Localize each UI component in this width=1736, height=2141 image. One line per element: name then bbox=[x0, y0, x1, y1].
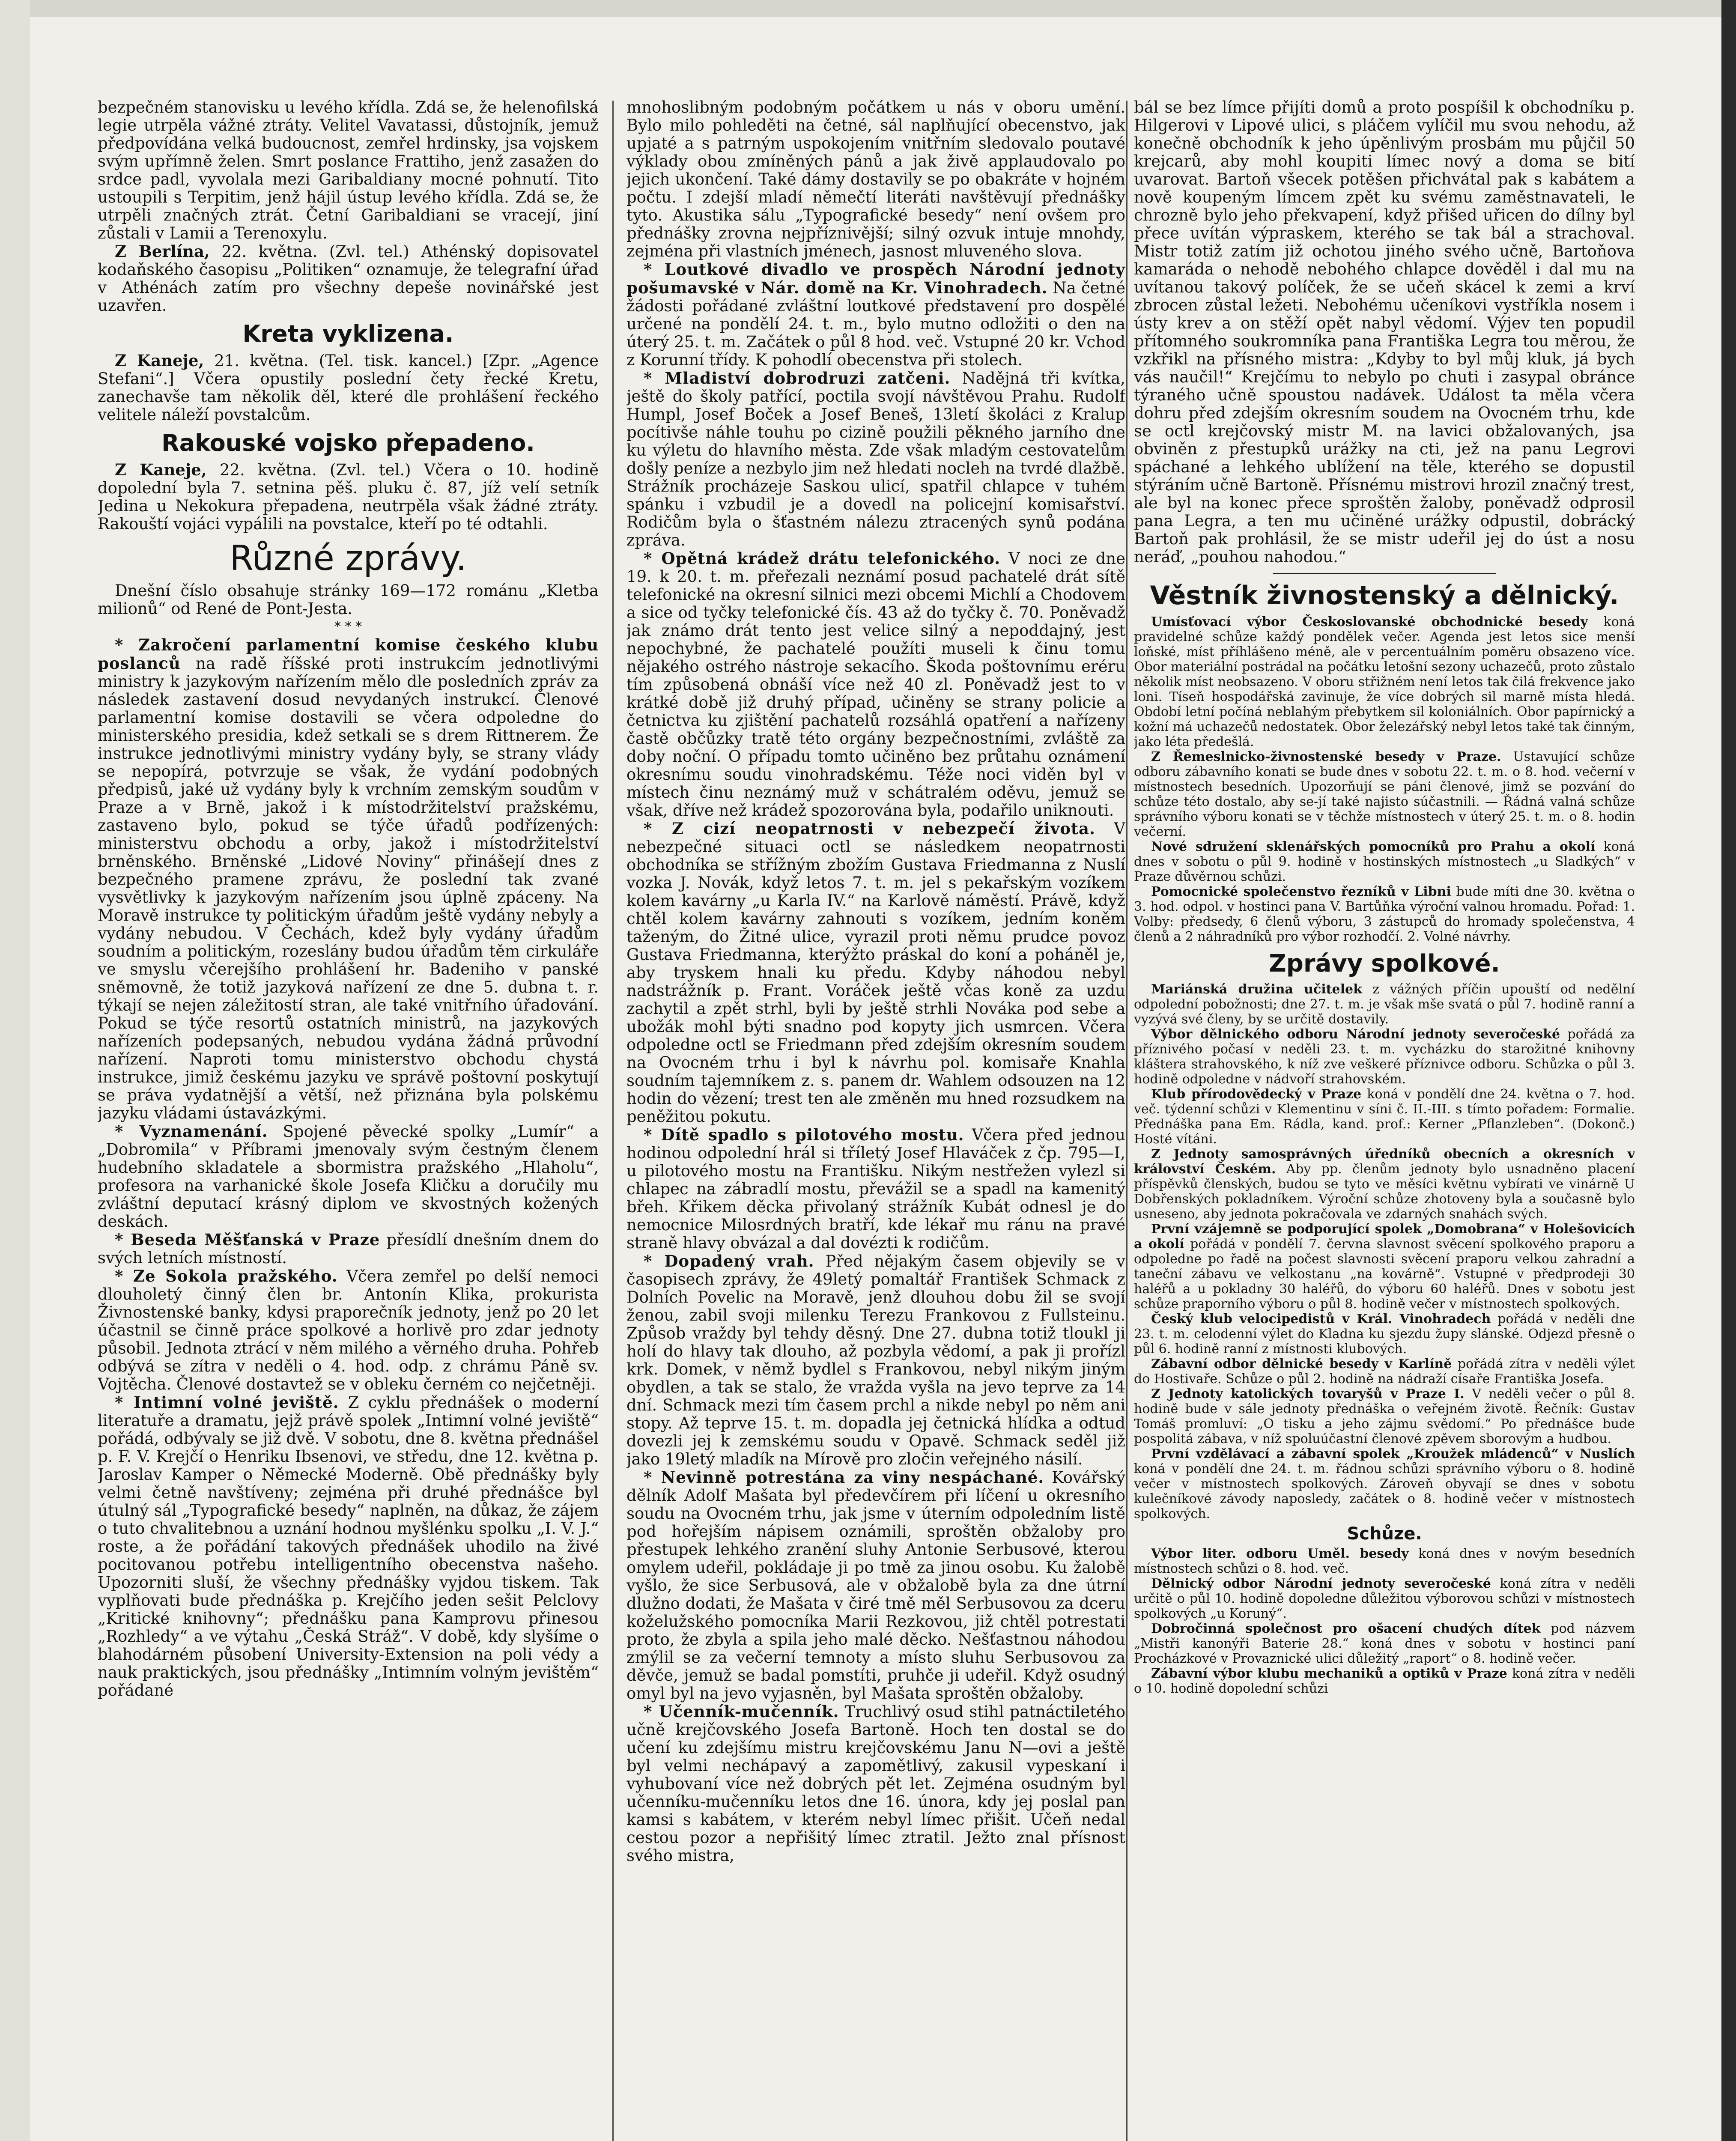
scan-edge-right bbox=[1721, 0, 1736, 2141]
notice-item bbox=[1134, 1576, 1635, 1621]
notice-text: z vážných příčin upouští od nedělní odpolední pobožnosti; dne 27. t. m. je však mše svatá o půl 7. hodině ranní a vyzývá své členy, by se určitě dostavily. bbox=[1134, 982, 1635, 1027]
news-item-text: Z cyklu přednášek o moderní literatuře a dramatu, jejž právě spolek „Intimní volné jeviště“ pořádá, odbývaly se již dvě. V sobotu, dne 8. května přednášel p. F. V. Krejčí o Henriku Ibsenovi, ve středu, dne 12. května p. Jaroslav Kamper o Německé Moderně. Obě přednášky byly velmi četně navštíveny; zejména při druhé přednášce byl útulný sál „Typografické besedy“ naplněn, na důkaz, že zájem o tuto chvalitebnou a uznání hodnou myšlénku spolku „I. V. J.“ roste, a že pořádání takových přednášek uhodilo na živé pocitovanou potřebu intelligentního obecenstva našeho. Upozorniti sluší, že všechny přednášky vyjdou tiskem. Tak vyplňovati bude přednáška p. Krejčího jeden sešit Pelclovy „Kritické knihovny“; přednášku pana Kamprovu přinesou „Rozhledy“ a ve výtahu „Česká Stráž“. V době, kdy slyšíme o blahodárném působení University-Extension na poli védy a nauk praktických, jsou přednášky „Intimním volným jevištěm“ pořádané bbox=[98, 1393, 599, 1700]
news-item-text: V noci ze dne 19. k 20. t. m. přeřezali neznámí posud pachatelé drát sítě telefonické na okresní silnici mezi obcemi Michlí a Chodovem a sice od tyčky telefonické čís. 43 až do tyčky č. 70. Poněvadž jak známo drát tento jest velice silný a nepoddajný, jest nepochybné, že pachatelé použíti museli k činu tomu nějakého ostrého nástroje sekacího. Škoda poštovnímu eréru tím způsobená obnáší více než 40 zl. Poněvadž jest to v krátké době již druhý případ, učiněny se strany policie a četnictva ku zjištění pachatelů rozsáhlá opatření a nařízeny častě občůzky tratě této orgány bezpečnostními, zvláště za doby noční. O případu tomto učiněno bez průtahu oznámení okresnímu soudu vinohradskému. Téže noci viděn byl v místech činu neznámý muž v schátralém oděvu, jemuž se však, dříve než krádež spozorována byla, podařilo uniknouti. bbox=[626, 549, 1125, 820]
news-item bbox=[626, 1703, 1125, 1865]
article-paragraph: bezpečném stanovisku u levého křídla. Zdá se, že helenofilská legie utrpěla vážné ztráty. Velitel Vavatassi, důstojník, jemuž předpovídána velká budoucnost, zemřel hrdinsky, jsa vojskem svým upřímně želen. Smrt poslance Frattiho, jenž zasažen do srdce padl, vyvolala mezi Garibaldiany mocné pohnutí. Tito ustoupili s Terpitim, jenž hájil ústup levého křídla. Zdá se, že utrpěli značných ztrát. Četní Garibaldiani se vracejí, jiní zůstali v Lamii a Terenoxylu. bbox=[98, 98, 599, 242]
news-item-text: Nadějná tři kvítka, ještě do školy patřící, poctila svojí návštěvou Prahu. Rudolf Humpl, Josef Boček a Josef Beneš, 13letí školáci z Kralup pocítivše náhle touhu po cizině použili pěkného jarního dne ku výletu do hlavního města. Zde však mladým cestovatelům došly peníze a nezbylo jim než hledati nocleh na tvrdé dlažbě. Strážník procházeje Saskou ulicí, spatřil chlapce v tuhém spánku i vzbudil je a dovedl na policejní komisařství. Rodičům byla o šťastném nálezu ztracených synů podána zpráva. bbox=[626, 369, 1125, 549]
news-item bbox=[98, 636, 599, 1122]
notice-title: Umísťovací výbor Českoslovanské obchodnické besedy bbox=[1151, 614, 1588, 629]
notice-item bbox=[1134, 839, 1635, 884]
news-item-text: Před nějakým časem objevily se v časopisech zprávy, že 49letý pomaltář František Schmack z Dolních Povelic na Moravě, jenž dlouhou dobu žil se svojí ženou, zabil svoji milenku Terezu Frankovou z Fullsteinu. Způsob vraždy byl tehdy děsný. Dne 27. dubna totiž tloukl ji holí do hlavy tak dlouho, až pozbyla vědomí, a pak ji prořízl krk. Domek, v němž bydlel s Frankovou, nebyl nikým jiným obydlen, a tak se stalo, že vražda vyšla na jevo teprve za 14 dní. Schmack mezi tím časem prchl a nikde nebyl po něm ani stopy. Až teprve 15. t. m. dopadla jej četnická hlídka a odtud dovezli jej k zemskému soudu v Opavě. Schmack seděl již jako 19letý mladík na Mírově pro zločin veřejného násilí. bbox=[626, 1252, 1125, 1468]
news-item-text: na radě říšské proti instrukcím jednotlivými ministry k jazykovým nařízením mělo dle posledních zpráv za následek zastavení dosud nevydaných instrukcí. Členové parlamentní komise dostavili se včera odpoledne do ministerského presidia, kdež setkali se s drem Rittnerem. Že instrukce jednotlivými ministry vydány byly, se strany vlády se nepopírá, potvrzuje se však, že vydání podobných předpisů, jaké už vydány byly k vrchním zemským soudům v Praze a v Brně, jakož i k místodržitelství pražskému, zastaveno bylo, pokud se týče úřadů podřízených: ministerstvu obchodu a orby, jakož i místodržitelství brněnského. Brněnské „Lidové Noviny“ přinášejí dnes z bezpečného pramene zprávu, že poslední tak zvané vysvětlivky k jazykovým nařízením jsou úplně zpáceny. Na Moravě instrukce ty politickým úřadům ještě vydány nebyly a vydány nebudou. V Čechách, kdež byly vydány úřadům soudním a politickým, rozeslány budou úřadům těm cirkuláře ve smyslu včerejšího prohlášení hr. Badeniho v panské sněmovně, že totiž jazyková nařízení ze dne 5. dubna t. r. týkají se nejen záležitostí stran, ale také vnitřního úřadování. Pokud se týče resortů ostatních ministrů, na jazykových nařízeních podepsaných, nebudou vydána žádná průvodní nařízení. Naproti tomu ministerstvo obchodu chystá instrukce, jimiž českému jazyku ve správě poštovní poskytují se práva vydatnější a větší, než přiznána byla polskému jazyku vládami ústavázkými. bbox=[98, 654, 599, 1122]
notice-item bbox=[1134, 982, 1635, 1027]
column-rule-2 bbox=[1126, 101, 1128, 2141]
news-item bbox=[626, 820, 1125, 1126]
notice-title: Zábavní odbor dělnické besedy v Karlíně bbox=[1151, 1357, 1452, 1372]
scan-edge-top bbox=[0, 0, 1736, 17]
notice-item bbox=[1134, 1147, 1635, 1222]
article-paragraph bbox=[98, 352, 599, 424]
notice-title: Výbor dělnického odboru Národní jednoty severočeské bbox=[1151, 1027, 1560, 1042]
article-paragraph bbox=[98, 242, 599, 315]
news-item-text: V nebezpečné situaci octl se následkem neopatrnosti obchodníka se střížným zbožím Gustava Friedmanna z Nuslí vozka J. Novák, když letos 7. t. m. jel s pekařským vozíkem kolem kavárny „u Karla IV.“ na Karlově náměstí. Právě, když chtěl kolem kavárny zahnouti s vozíkem, jedním koněm taženým, do Žitné ulice, vyrazil proti němu prudce povoz Gustava Friedmanna, kterýžto práskal do koní a poháněl je, aby tryskem hnali ku předu. Kdyby náhodou nebyl nadstrážník p. Frant. Voráček ještě včas koně za uzdu zachytil a zpět strhl, byli by ještě strhli Nováka pod sebe a ubožák mohl býti snadno pod kopyty jich usmrcen. Včera odpoledne octl se Friedmann před zdejším okresním soudem na Ovocném trhu i byl k návrhu pol. komisaře Knahla soudním tajemníkem z. s. panem dr. Wahlem odsouzen na 12 hodin do vězení; trest ten ale změněn mu hned rozsudkem na peněžitou pokutu. bbox=[626, 820, 1125, 1126]
separator-rule bbox=[1273, 573, 1496, 574]
notice-text: koná v pondělí dne 24. t. m. řádnou schůzi správního výboru o 8. hodině večer v místnostech spolkových. Zároveň obyvají se dnes v sobotu kulečníkové závody naposledy, začátek o 8. hodině večer v místnostech spolkových. bbox=[1134, 1461, 1635, 1521]
article-paragraph: bál se bez límce přijíti domů a proto pospíšil k obchodníku p. Hilgerovi v Lipové ulici, s pláčem vylíčil mu svou nehodu, až konečně obchodník k jeho úpěnlivým prosbám mu půjčil 50 krejcarů, aby mohl koupiti límec nový a doma se bití uvarovat. Bartoň všecek potěšen přichvátal pak s kabátem a nově koupeným límcem zpět ku svému zaměstnavateli, le chrozně bylo jeho překvapení, když přišed uřicen do dílny byl přece uvítán výpraskem, kterého se tak bál a strachoval. Mistr totiž zatím již ochotou jiného svého učně, Bartoňova kamaráda o nehodě nebohého chlapce dověděl i dal mu na uvítanou takový políček, že se učeň skácel k zemi a krví zbrocen zůstal ležeti. Nebohému učeníkovi vystříkla nosem i ústy krev a on stěží opět nabyl vědomí. Výjev ten popudil přítomného soukromníka pana Františka Legra tou měrou, že vzkřikl na přísného mistra: „Kdyby to byl můj kluk, já bych vás naučil!“ Krejčímu to nebylo po chuti i zasypal obránce týraného učně spoustou nadávek. Událost ta měla včera dohru před zdejším okresním soudem na Ovocném trhu, kde se octl krejčovský mistr M. na lavici obžalovaných, jsa obviněn z přestupků urážky na cti, jež na panu Legrovi spáchané a lehkého ublížení na těle, kterého se dopustil stýráním učně Bartoně. Přísnému mistrovi hrozil značný trest, ale byl na konec přece sproštěn žaloby, poněvadž odprosil pana Legra, a ten mu učiněné urážky odpustil, dobrácký Bartoň pak prohlásil, že se mistr udeřil jej do úst a nosu neráď, „pouhou nahodou.“ bbox=[1134, 98, 1635, 566]
column-rule-1 bbox=[612, 101, 614, 2141]
notice-item bbox=[1134, 1446, 1635, 1521]
notice-text: koná pravidelné schůze každý pondělek večer. Agenda jest letos sice menší loňské, míst příhlášeno méně, ale v percentuálním poměru obsazeno více. Obor materiální postrádal na počátku letošní sezony uchazečů, proto zůstalo několik míst neobsazeno. V oboru střižném není letos tak čilá frekvence jako loni. Tíseň hospodářská zavinuje, že více dobrých sil marně místa hledá. Období letní počíná neblahým přebytkem sil koloniálních. Obor papírnický a kožní má uchazečů nedostatek. Obor železářský nebyl letos také tak činným, jako léta předešlá. bbox=[1134, 614, 1635, 749]
news-item-title: * Dítě spadlo s pilotového mostu. bbox=[644, 1125, 964, 1144]
news-item-text: Včera zemřel po delší nemoci dlouholetý činný člen br. Antonín Klika, prokurista Živnostenské banky, kdysi praporečník jednoty, jenž po 20 let účastnil se činně práce spolkové a horlivě pro zdar jednoty působil. Jednota ztrácí v něm milého a věrného druha. Pohřeb odbývá se zítra v neděli o 4. hod. odp. z chrámu Páně sv. Vojtěcha. Členové dostavtež se v obleku černém co nejčetněji. bbox=[98, 1267, 599, 1393]
notice-text: koná zítra v neděli určitě o půl 10. hodině dopoledne důležitou výborovou schůzi v místnostech spolkových „u Koruný“. bbox=[1134, 1576, 1635, 1621]
article-text: 22. května. (Zvl. tel.) Athénský dopisovatel kodaňského časopisu „Politiken“ oznamuje, že telegrafní úřad v Athénách zatím pro všechny depeše novinářské jest uzavřen. bbox=[98, 242, 599, 315]
notice-item bbox=[1134, 1357, 1635, 1387]
notice-text: koná zítra v neděli o 10. hodině dopolední schůzi bbox=[1134, 1666, 1635, 1696]
notice-title: Z Jednoty samosprávných úředníků obecních a okresních v království Českém. bbox=[1134, 1147, 1635, 1177]
news-item bbox=[626, 369, 1125, 549]
article-paragraph bbox=[98, 461, 599, 533]
column-1 bbox=[98, 98, 599, 2141]
section-heading: Zprávy spolkové. bbox=[1269, 950, 1500, 978]
news-item-title: * Z cizí neopatrnosti v nebezpečí života. bbox=[644, 819, 1095, 838]
news-item-title: * Beseda Měšťanská v Praze bbox=[115, 1230, 380, 1249]
news-item-text: Kovářský dělník Adolf Mašata byl předevčírem při líčení u okresního soudu na Ovocném trhu, jak jsme v úterním odpoledním listě pod hořejším nápisem oznámili, sproštěn obžaloby pro přestupek lehkého zranění sluhy Antonie Serbusové, kterou omylem udeřil, pokládaje ji po tmě za jinou osobu. Ku žalobě vyšlo, že sice Serbusová, ale v obžalobě byla za dne útrní dlužno dodati, že Mašata v čiré tmě měl Serbusovou za dceru koželužského pomocníka Marii Rezkovou, již chtěl potrestati proto, že zbyla a spila jeho malé děcko. Nešťastnou náhodou zmýlil se za večerní temnoty a místo sluhu Serbusovou za děvče, jemuž se badal pomstíti, pruhče ji udeřil. Když osudný omyl byl na jevo vyjasněn, byl Mašata sproštěn obžaloby. bbox=[626, 1468, 1125, 1703]
notice-item bbox=[1134, 1621, 1635, 1666]
notice-title: Z Řemeslnicko-živnostenské besedy v Praze. bbox=[1151, 749, 1501, 764]
news-item-title: * Dopadený vrah. bbox=[644, 1252, 814, 1270]
notice-item bbox=[1134, 1312, 1635, 1357]
notice-item bbox=[1134, 749, 1635, 839]
notice-item bbox=[1134, 1087, 1635, 1147]
notice-item bbox=[1134, 1546, 1635, 1576]
news-item bbox=[626, 1126, 1125, 1252]
notice-title: Zábavní výbor klubu mechaniků a optiků v Praze bbox=[1151, 1666, 1507, 1681]
notice-title: První vzdělávací a zábavní spolek „Kroužek mládenců“ v Nuslích bbox=[1151, 1446, 1635, 1461]
notice-text: pořádá zítra v neděli výlet do Hostivaře. Schůze o půl 2. hodině na nádraží císaře Františka Josefa. bbox=[1134, 1357, 1635, 1387]
notice-title: Pomocnické společenstvo řezníků v Libni bbox=[1151, 884, 1451, 899]
news-item-title: * Opětná krádež drátu telefonického. bbox=[644, 549, 1001, 568]
news-item-title: * Nevinně potrestána za viny nespáchané. bbox=[644, 1468, 1044, 1487]
dateline: Z Berlína, bbox=[115, 242, 210, 261]
notice-title: Dobročinná společnost pro ošacení chudých dítek bbox=[1151, 1621, 1541, 1636]
notice-item bbox=[1134, 1387, 1635, 1446]
news-item bbox=[98, 1393, 599, 1700]
article-text: 22. května. (Zvl. tel.) Včera o 10. hodině dopolední byla 7. setnina pěš. pluku č. 87, jíž velí setník Jedina u Nekokura přepadena, neutrpěla však žádné ztráty. Rakouští vojáci vypálili na povstalce, kteří po té odtahli. bbox=[98, 461, 599, 533]
notice-text: koná v pondělí dne 24. května o 7. hod. več. týdenní schůzi v Klementinu v síni č. II.-III. s tímto pořadem: Formalie. Přednáška pana Em. Rádla, kand. prof.: Kerner „Pflanzleben“. (Dokonč.) Hosté vítáni. bbox=[1134, 1087, 1635, 1147]
news-item-text: Včera před jednou hodinou odpolední hrál si tříletý Josef Hlaváček z čp. 795—I, u pilotového mostu na Františku. Nikým nestřežen vylezl si chlapec na zábradlí mostu, převážil se a spadl na kamenitý břeh. Křikem děcka přivolaný strážník Kubát odnesl je do nemocnice Milosrdných bratří, kde lékař mu ránu na pravé straně hlavy obvázal a dal dovézti k rodičům. bbox=[626, 1126, 1125, 1252]
notice-item bbox=[1134, 884, 1635, 944]
section-heading: Věstník živnostenský a dělnický. bbox=[1150, 581, 1619, 611]
notice-title: První vzájemně se podporující spolek „Domobrana“ v Holešovicích a okolí bbox=[1134, 1222, 1635, 1252]
news-item-title: * Intimní volné jeviště. bbox=[115, 1393, 339, 1412]
notice-title: Z Jednoty katolických tovaryšů v Praze I. bbox=[1151, 1387, 1465, 1401]
news-item-text: Spojené pěvecké spolky „Lumír“ a „Dobromila“ v Příbrami jmenovaly svým čestným členem hudebního skladatele a sbormistra pražského „Hlaholu“, profesora na varhanické škole Josefa Kličku a doručily mu zvláštní deputací krásný diplom ve skvostných kožených deskách. bbox=[98, 1122, 599, 1231]
section-heading: Různé zprávy. bbox=[230, 538, 467, 578]
notice-item bbox=[1134, 1027, 1635, 1087]
notice-item bbox=[1134, 614, 1635, 749]
news-item-title: * Loutkové divadlo ve prospěch Národní jednoty pošumavské v Nár. domě na Kr. Vinohradech. bbox=[626, 260, 1125, 297]
notice-text: pořádá za příznivého počasí v neděli 23. t. m. vycházku do starožitné knihovny kláštera strahovského, k níž zve veškeré příznivce odboru. Schůzka o půl 3. hodině odpoledne v nádvoří strahovském. bbox=[1134, 1027, 1635, 1087]
notice-title: Dělnický odbor Národní jednoty severočeské bbox=[1151, 1576, 1491, 1591]
notice-text: V neděli večer o půl 8. hodině bude v sále jednoty přednáška o veřejném životě. Řečník: Gustav Tomáš promluví: „O tisku a jeho zájmu svědomí.“ Po přednášce bude pospolitá zábava, v níž spoluúčastní členové zpěvem sborovým a hudbou. bbox=[1134, 1387, 1635, 1446]
notice-text: koná dnes v novým besedních místnostech schůzi o 8. hod. več. bbox=[1134, 1546, 1635, 1576]
notice-title: Klub přírodovědecký v Praze bbox=[1151, 1087, 1362, 1102]
news-item-text: Truchlivý osud stihl patnáctiletého učně krejčovského Josefa Bartoně. Hoch ten dostal se do učení ku zdejšímu mistru krejčovskému Janu N—ovi a ještě byl velmi nechápavý a zapomětlivý, zakusil vypeskaní i vyhubovaní více než dobrých pět let. Zejména osudným byl učenníku-mučenníku letos dne 16. února, kdy jej poslal pan kamsi s kabátem, v kterém nebyl límec přišit. Učeň nedal cestou pozor a nepřišitý límec ztratil. Ježto znal přísnost svého mistra, bbox=[626, 1703, 1125, 1865]
news-item-title: * Ze Sokola pražského. bbox=[115, 1267, 338, 1285]
news-item bbox=[626, 549, 1125, 820]
notice-text: koná dnes v sobotu o půl 9. hodině v hostinských místnostech „u Sladkých“ v Praze důvěrnou schůzi. bbox=[1134, 839, 1635, 884]
section-heading: Schůze. bbox=[1347, 1524, 1422, 1544]
news-item bbox=[626, 260, 1125, 369]
notice-title: Český klub velocipedistů v Král. Vinohradech bbox=[1151, 1312, 1491, 1327]
section-heading: Kreta vyklizena. bbox=[242, 320, 454, 347]
separator-stars: * * * bbox=[334, 619, 362, 634]
notice-item bbox=[1134, 1222, 1635, 1312]
news-item-title: * Zakročení parlamentní komise českého klubu poslanců bbox=[98, 635, 599, 673]
dateline: Z Kaneje, bbox=[115, 460, 207, 479]
news-item bbox=[626, 1252, 1125, 1468]
column-3 bbox=[1134, 98, 1635, 2141]
news-item bbox=[98, 1231, 599, 1267]
notice-text: Ustavující schůze odboru zábavního konati se bude dnes v sobotu 22. t. m. o 8. hod. večerní v místnostech besedních. Upozorňují se páni členové, jimž se pozvání do schůze této dostalo, aby se-jí také najisto súčastnili. — Řádná valná schůze správního výboru konati se v těchže místnostech v úterý 25. t. m. o 8. hodin večerní. bbox=[1134, 749, 1635, 839]
article-paragraph: Dnešní číslo obsahuje stránky 169—172 románu „Kletba milionů“ od René de Pont-Jesta. bbox=[98, 581, 599, 618]
dateline: Z Kaneje, bbox=[115, 351, 204, 370]
notice-title: Nové sdružení sklenářských pomocníků pro Prahu a okolí bbox=[1151, 839, 1596, 854]
news-item-title: * Mladiství dobrodruzi zatčeni. bbox=[644, 369, 951, 388]
notice-text: pořádá v neděli dne 23. t. m. celodenní výlet do Kladna ku sjezdu župy slánské. Odjezd přesně o půl 6. hodině ranní z místnosti klubových. bbox=[1134, 1312, 1635, 1357]
notice-item bbox=[1134, 1666, 1635, 1696]
notice-text: pod názvem „Mistři kanonýři Baterie 28.“ koná dnes v sobotu v hostinci paní Procházkové v Provaznické ulici důležitý „raport“ o 8. hodině večer. bbox=[1134, 1621, 1635, 1666]
news-item-title: * Vyznamenání. bbox=[115, 1122, 268, 1141]
news-item-text: přesídlí dnešním dnem do svých letních místností. bbox=[98, 1231, 599, 1267]
notice-text: pořádá v pondělí 7. června slavnost svěcení spolkového praporu a odpoledne po řadě na počest slavnosti svěcení praporu velkou zahradní a taneční zábavu ve velkostanu „na kovárně“. Vstupné v předprodeji 30 haléřů a u pokladny 30 haléřů, do výboru 60 haléřů. Dnes v sobotu jest schůze praporního výboru o půl 8. hodině večer v místnostech spolkových. bbox=[1134, 1237, 1635, 1312]
notice-text: Aby pp. členům jednoty bylo usnadněno placení příspěvků členských, budou se tyto ve měsíci květnu vybírati ve vinárně U Dobřenských pokladníkem. Výroční schůze zhotoveny byla a současně bylo usneseno, aby jednota pokračovala ve zdarných snahách svých. bbox=[1134, 1162, 1635, 1222]
section-heading: Rakouské vojsko přepadeno. bbox=[161, 429, 535, 456]
news-item-title: * Učenník-mučenník. bbox=[644, 1702, 839, 1721]
notice-title: Mariánská družina učitelek bbox=[1151, 982, 1362, 997]
scan-edge-left bbox=[0, 0, 30, 2141]
notice-title: Výbor liter. odboru Uměl. besedy bbox=[1151, 1546, 1409, 1561]
notice-text: bude míti dne 30. května o 3. hod. odpol. v hostinci pana V. Bartůňka výroční valnou hromadu. Pořad: 1. Volby: předsedy, 6 členů výboru, 3 zástupců do hromady společenstva, 4 členů a 2 náhradníků pro výbor rozhodčí. 2. Volné návrhy. bbox=[1134, 884, 1635, 944]
news-item bbox=[98, 1267, 599, 1393]
news-item-text: Na četné žádosti pořádané zvláštní loutkové představení pro dospělé určené na pondělí 24. t. m., bylo mutno odložiti o den na úterý 25. t. m. Začátek o půl 8 hod. več. Vstupné 20 kr. Vchod z Korunní třídy. K pohodlí obecenstva při stolech. bbox=[626, 279, 1125, 369]
news-item bbox=[626, 1468, 1125, 1703]
article-paragraph: mnohoslibným podobným počátkem u nás v oboru umění. Bylo milo pohleděti na četné, sál naplňující obecenstvo, jak upjaté a s patrným uspokojením vnitřním sledovalo poutavé výklady obou zmíněných pánů a jak živě applaudovalo po jejich ukončení. Také dámy dostavily se po obakráte v hojném počtu. I zdejší mladí němečtí literáti navštěvují přednášky tyto. Akustika sálu „Typografické besedy“ není ovšem pro přednášky zrovna nejpříznivější; silný ozvuk intuje mnohdy, zejména při vlastních jménech, jasnost mluveného slova. bbox=[626, 98, 1125, 260]
article-text: 21. května. (Tel. tisk. kancel.) [Zpr. „Agence Stefani“.] Včera opustily poslední čety řecké Kretu, zanechavše tam několik děl, které dle prohlášení řeckého velitele náleží povstalcům. bbox=[98, 352, 599, 424]
news-item bbox=[98, 1122, 599, 1231]
column-2 bbox=[626, 98, 1125, 2141]
